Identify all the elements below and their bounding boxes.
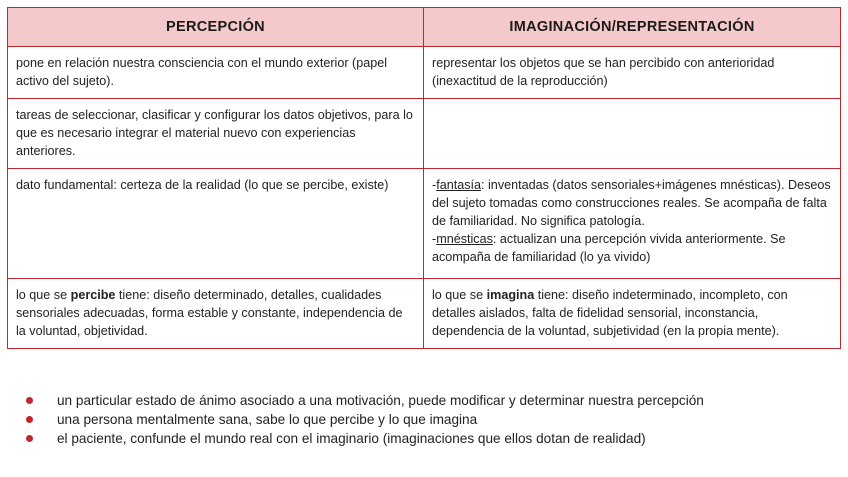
term-fantasia: fantasía [436,178,482,192]
bullet-dot-icon [26,416,33,423]
cell-percepcion-relacion: pone en relación nuestra consciencia con el mundo exterior (papel activo del sujeto). [8,47,424,99]
text-fragment: lo que se [432,288,487,302]
text-fragment: tiene: diseño indeterminado, incompleto, con detalles aislados, falta de fidelidad sensorial, inconstancia, dependencia de la voluntad, subjetividad (en la propia mente). [432,288,788,338]
cell-imaginacion-empty [424,99,841,169]
table-row [8,169,841,279]
dash: - [432,232,437,246]
table-header-row [8,8,841,47]
note-text: el paciente, confunde el mundo real con el imaginario (imaginaciones que ellos dotan de realidad) [57,431,646,446]
bullet-dot-icon [26,435,33,442]
notes-list [26,391,704,448]
cell-imaginacion-representar: representar los objetos que se han percibido con anterioridad (inexactitud de la reproducción) [424,47,841,99]
cell-percepcion-caracteristicas [8,279,424,349]
bullet-dot-icon [26,397,33,404]
text-fragment: tiene: diseño determinado, detalles, cualidades sensoriales adecuadas, forma estable y constante, independencia de la voluntad, objetividad. [16,288,403,338]
fantasia-text: : inventadas (datos sensoriales+imágenes mnésticas). Deseos del sujeto tomadas como construcciones reales. Se acompaña de falta de familiaridad. No significa patología. [432,178,831,228]
term-imagina: imagina [486,288,535,302]
list-item [26,391,704,410]
header-imaginacion: IMAGINACIÓN/REPRESENTACIÓN [424,8,841,47]
table-row [8,47,841,99]
cell-percepcion-certeza: dato fundamental: certeza de la realidad (lo que se percibe, existe) [8,169,424,279]
dash: - [432,178,437,192]
comparison-table [7,7,841,349]
list-item [26,410,704,429]
note-text: un particular estado de ánimo asociado a una motivación, puede modificar y determinar nuestra percepción [57,393,704,408]
term-percibe: percibe [70,288,116,302]
term-mnesticas: mnésticas [436,232,493,246]
mnesticas-text: : actualizan una percepción vivida anteriormente. Se acompaña de familiaridad (lo ya vivido) [432,232,786,264]
cell-imaginacion-tipos [424,169,841,279]
cell-imaginacion-caracteristicas [424,279,841,349]
table-row [8,279,841,349]
note-text: una persona mentalmente sana, sabe lo que percibe y lo que imagina [57,412,478,427]
cell-percepcion-tareas: tareas de seleccionar, clasificar y configurar los datos objetivos, para lo que es necesario integrar el material nuevo con experiencias anteriores. [8,99,424,169]
table-row [8,99,841,169]
list-item [26,429,704,448]
header-percepcion: PERCEPCIÓN [8,8,424,47]
text-fragment: lo que se [16,288,71,302]
